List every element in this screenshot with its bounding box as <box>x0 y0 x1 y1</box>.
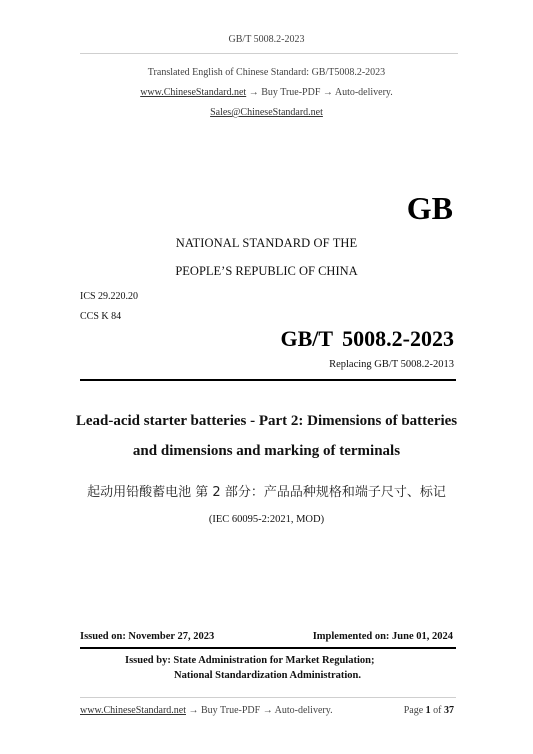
iec-reference: (IEC 60095-2:2021, MOD) <box>208 514 325 525</box>
standard-number: GB/T 5008.2-2023 <box>280 326 454 351</box>
header-divider <box>80 53 458 54</box>
replacing-note: Replacing GB/T 5008.2-2013 <box>329 359 454 370</box>
chinese-title: 起动用铅酸蓄电池 第 2 部分：产品品种规格和端子尺寸、标记 <box>87 485 446 500</box>
email-line <box>0 107 533 118</box>
page-current: 1 <box>425 705 431 716</box>
page-of: of <box>433 705 442 716</box>
gb-mark: GB <box>406 190 453 226</box>
translation-note: Translated English of Chinese Standard: GB/T5008.2-2023 <box>147 67 386 78</box>
national-standard-line1: NATIONAL STANDARD OF THE <box>175 236 358 250</box>
issued-by-line1: Issued by: State Administration for Market Regulation; <box>125 655 375 666</box>
issued-by-line2: National Standardization Administration. <box>174 670 361 681</box>
ccs-code: CCS K 84 <box>80 311 122 322</box>
footer-divider <box>80 697 456 698</box>
page-total: 37 <box>444 705 454 716</box>
title-divider <box>80 379 456 381</box>
footer-promo-text: → Buy True-PDF → Auto-delivery. <box>186 705 333 716</box>
email-link[interactable]: Sales@ChineseStandard.net <box>210 107 323 118</box>
website-link[interactable]: www.ChineseStandard.net <box>140 87 247 98</box>
footer-promo <box>80 705 333 716</box>
promo-line <box>0 87 533 98</box>
running-header: GB/T 5008.2-2023 <box>228 34 305 45</box>
ics-code: ICS 29.220.20 <box>80 291 139 302</box>
implemented-date: Implemented on: June 01, 2024 <box>312 631 453 642</box>
page-label: Page <box>403 705 424 716</box>
issued-date: Issued on: November 27, 2023 <box>80 631 215 642</box>
page-indicator <box>330 705 454 716</box>
national-standard-line2: PEOPLE’S REPUBLIC OF CHINA <box>175 264 358 278</box>
document-title-line2: and dimensions and marking of terminals <box>132 443 401 459</box>
document-title-line1: Lead-acid starter batteries - Part 2: Dimensions of batteries <box>75 413 458 429</box>
dates-divider <box>80 647 456 649</box>
promo-text: → Buy True-PDF → Auto-delivery. <box>246 87 393 98</box>
footer-website-link[interactable]: www.ChineseStandard.net <box>80 705 186 716</box>
